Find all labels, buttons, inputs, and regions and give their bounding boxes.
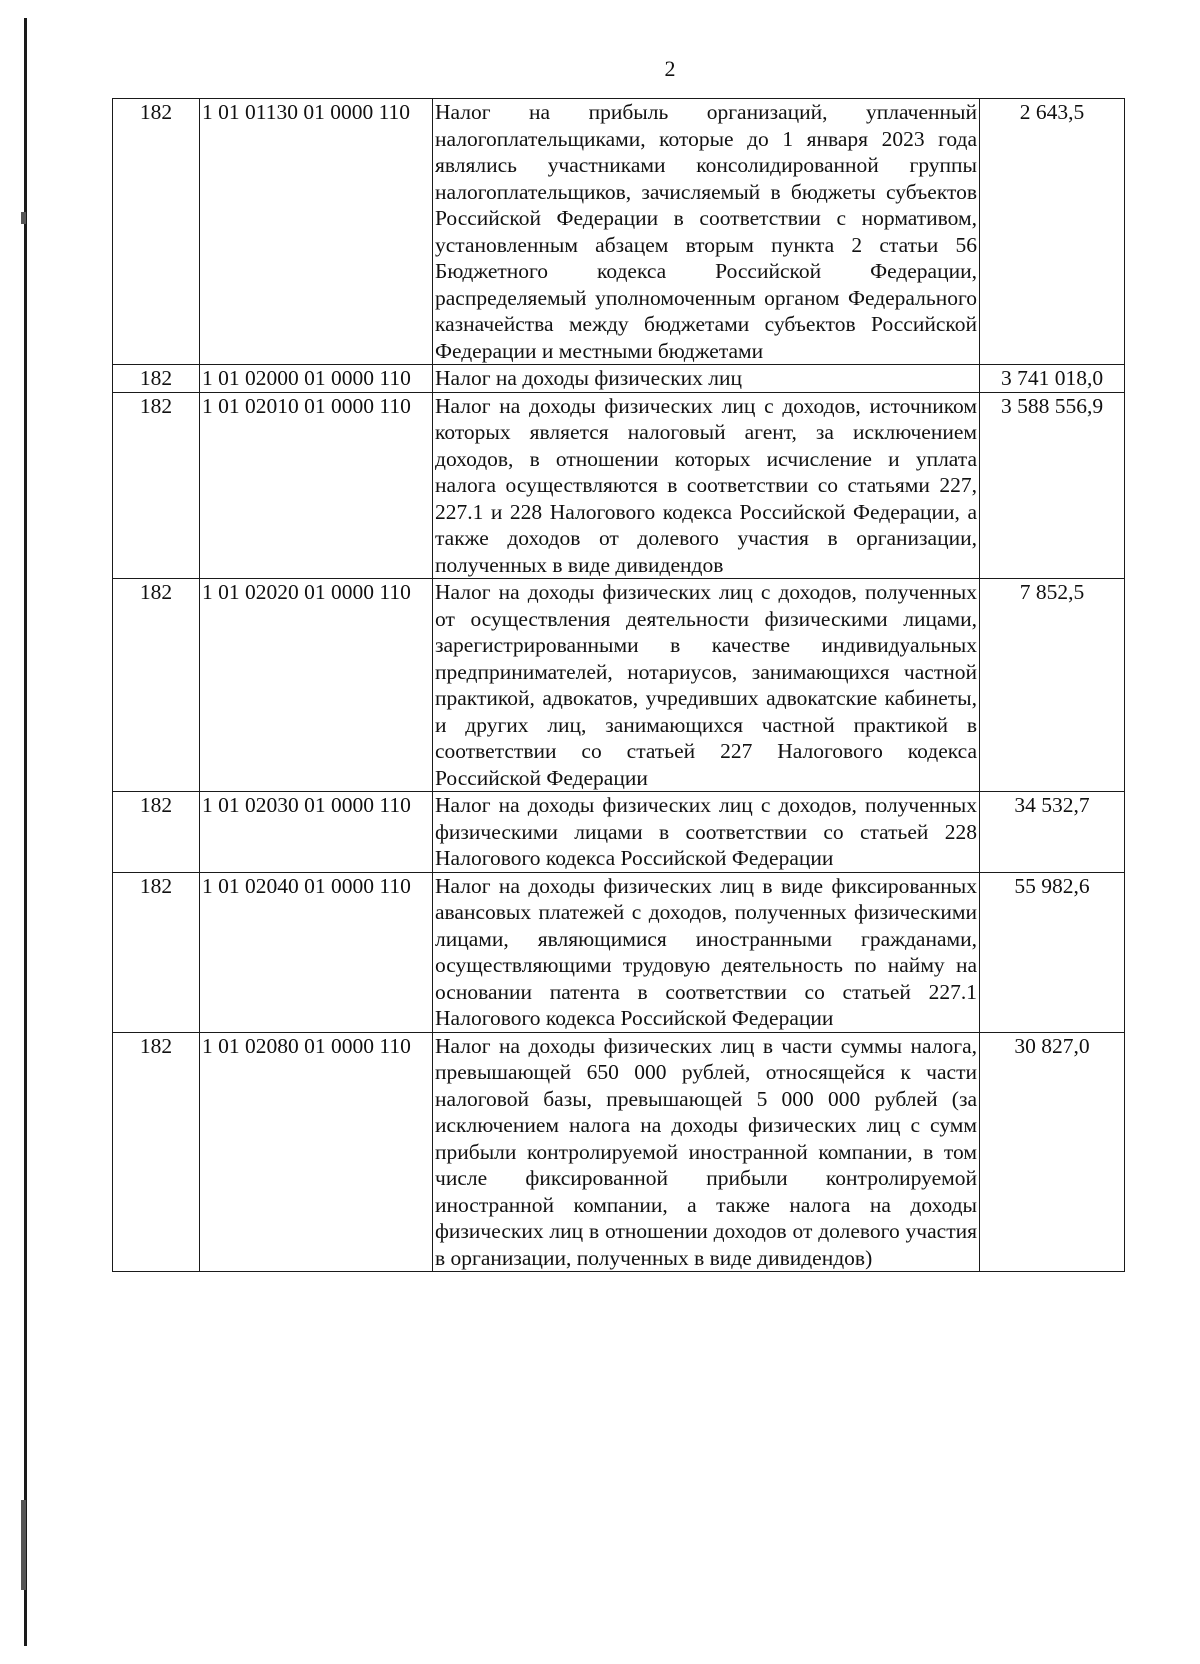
table-row	[113, 365, 1125, 393]
admin-code-cell: 182	[113, 1032, 200, 1272]
table-row	[113, 99, 1125, 365]
scan-artifact	[21, 1500, 26, 1590]
admin-code-cell: 182	[113, 792, 200, 873]
table-row	[113, 579, 1125, 792]
amount-cell: 7 852,5	[980, 579, 1125, 792]
budget-classification-code-cell: 1 01 02020 01 0000 110	[200, 579, 433, 792]
budget-classification-code-cell: 1 01 02000 01 0000 110	[200, 365, 433, 393]
admin-code-cell: 182	[113, 579, 200, 792]
amount-cell: 34 532,7	[980, 792, 1125, 873]
scan-artifact	[21, 212, 26, 224]
admin-code-cell: 182	[113, 392, 200, 579]
budget-classification-code-cell: 1 01 01130 01 0000 110	[200, 99, 433, 365]
table-row	[113, 872, 1125, 1032]
revenue-name-cell: Налог на доходы физических лиц с доходов, полученных от осуществления деятельности физическими лицами, зарегистрированными в качестве индивидуальных предпринимателей, нотариусов, занимающихся частной практикой, адвокатов, учредивших адвокатские кабинеты, и других лиц, занимающихся частной практикой в соответствии со статьей 227 Налогового кодекса Российской Федерации	[433, 579, 980, 792]
revenue-name-cell: Налог на доходы физических лиц	[433, 365, 980, 393]
amount-cell: 2 643,5	[980, 99, 1125, 365]
amount-cell: 3 741 018,0	[980, 365, 1125, 393]
amount-cell: 55 982,6	[980, 872, 1125, 1032]
page-number: 2	[664, 56, 676, 81]
revenue-name-cell: Налог на прибыль организаций, уплаченный налогоплательщиками, которые до 1 января 2023 года являлись участниками консолидированной группы налогоплательщиков, зачисляемый в бюджеты субъектов Российской Федерации в соответствии с нормативом, установленным абзацем вторым пункта 2 статьи 56 Бюджетного кодекса Российской Федерации, распределяемый уполномоченным органом Федерального казначейства между бюджетами субъектов Российской Федерации и местными бюджетами	[433, 99, 980, 365]
budget-classification-code-cell: 1 01 02080 01 0000 110	[200, 1032, 433, 1272]
amount-cell: 30 827,0	[980, 1032, 1125, 1272]
table-row	[113, 392, 1125, 579]
admin-code-cell: 182	[113, 872, 200, 1032]
admin-code-cell: 182	[113, 99, 200, 365]
revenue-name-cell: Налог на доходы физических лиц с доходов, полученных физическими лицами в соответствии со статьей 228 Налогового кодекса Российской Федерации	[433, 792, 980, 873]
amount-cell: 3 588 556,9	[980, 392, 1125, 579]
admin-code-cell: 182	[113, 365, 200, 393]
revenue-name-cell: Налог на доходы физических лиц в части суммы налога, превышающей 650 000 рублей, относящейся к части налоговой базы, превышающей 5 000 000 рублей (за исключением налога на доходы физических лиц с сумм прибыли контролируемой иностранной компании, в том числе фиксированной прибыли контролируемой иностранной компании, а также налога на доходы физических лиц в отношении доходов от долевого участия в организации, полученных в виде дивидендов)	[433, 1032, 980, 1272]
budget-classification-code-cell: 1 01 02040 01 0000 110	[200, 872, 433, 1032]
budget-classification-code-cell: 1 01 02030 01 0000 110	[200, 792, 433, 873]
table-row	[113, 1032, 1125, 1272]
scan-left-edge	[24, 18, 27, 1646]
revenue-table	[112, 98, 1125, 1272]
budget-classification-code-cell: 1 01 02010 01 0000 110	[200, 392, 433, 579]
revenue-name-cell: Налог на доходы физических лиц в виде фиксированных авансовых платежей с доходов, полученных физическими лицами, являющимися иностранными гражданами, осуществляющими трудовую деятельность по найму на основании патента в соответствии со статьей 227.1 Налогового кодекса Российской Федерации	[433, 872, 980, 1032]
revenue-name-cell: Налог на доходы физических лиц с доходов, источником которых является налоговый агент, за исключением доходов, в отношении которых исчисление и уплата налога осуществляются в соответствии со статьями 227, 227.1 и 228 Налогового кодекса Российской Федерации, а также доходов от долевого участия в организации, полученных в виде дивидендов	[433, 392, 980, 579]
table-row	[113, 792, 1125, 873]
